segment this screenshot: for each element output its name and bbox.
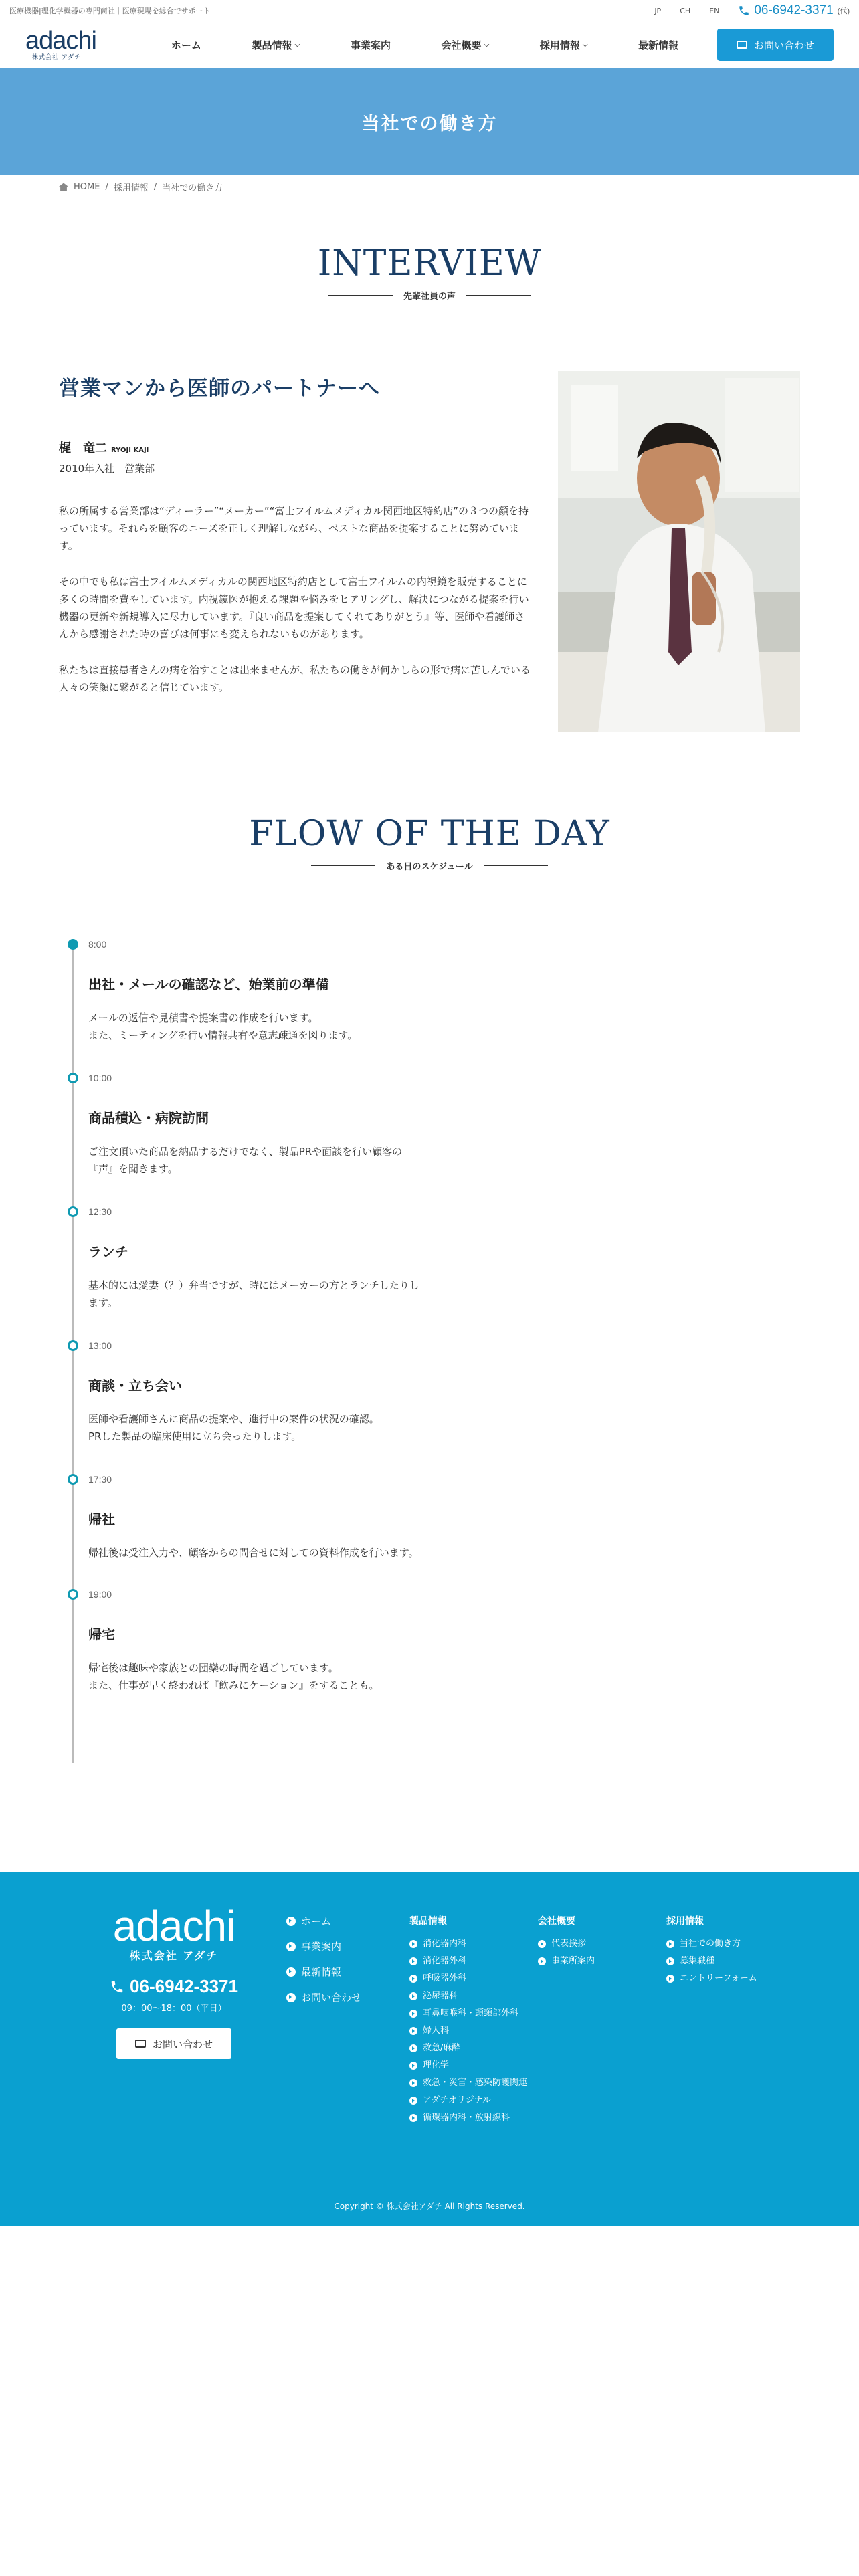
footer-recruit-head: 採用情報 [666,1916,704,1927]
contact-button-label: お問い合わせ [753,39,814,51]
footer-recruit [666,1914,757,1988]
arrow-circle-icon [409,1957,417,1965]
footer-link-label: 泌尿器科 [423,1991,458,2001]
footer-brand [54,1902,294,2059]
footer-link-label: 呼吸器外科 [423,1973,467,1983]
footer-company [538,1914,595,1970]
copyright: Copyright © 株式会社アダチ All Rights Reserved. [334,2202,525,2211]
footer-link-label: 救急/麻酔 [423,2043,461,2053]
tagline: 医療機器|理化学機器の専門商社｜医療現場を総合でサポート [9,7,211,15]
chevron-down-icon: ⌵ [294,41,300,49]
arrow-circle-icon [409,2010,417,2018]
footer-logo-text: adachi [112,1902,235,1950]
interview-section [0,371,859,732]
interview-heading-en: INTERVIEW [317,243,542,284]
footer-link-label: 理化学 [423,2060,450,2070]
phone-icon [110,1979,124,1994]
schedule-desc: メールの返信や見積書や提案書の作成を行います。 また、ミーティングを行い情報共有や意志疎通を図ります。 [88,1012,358,1041]
breadcrumb-separator: / [153,182,157,192]
schedule-desc: 医師や看護師さんに商品の提案や、進行中の案件の状況の確認。 PRした製品の臨床使用に立ち会ったりします。 [88,1413,379,1442]
schedule-item [72,1474,859,1589]
schedule-desc: 帰宅後は趣味や家族との団欒の時間を過ごしています。 また、仕事が早く終われば『飲みにケーション』をすることも。 [88,1662,379,1691]
schedule-title: ランチ [88,1244,128,1260]
footer-link-label: 循環器内科・放射線科 [423,2113,510,2123]
arrow-circle-icon [409,1992,417,2000]
arrow-circle-icon [409,2079,417,2087]
arrow-circle-icon [286,1967,296,1977]
arrow-circle-icon [666,1940,674,1948]
site-header [0,21,859,68]
schedule-item [72,1340,859,1474]
schedule-time: 17:30 [88,1474,112,1485]
footer-logo-subtext: 株式会社 アダチ [129,1949,219,1962]
employee-join-year: 2010年入社 営業部 [59,463,155,475]
divider [484,865,548,866]
timeline-dot [68,1206,78,1217]
arrow-circle-icon [538,1940,546,1948]
arrow-circle-icon [409,2097,417,2105]
employee-photo [558,371,800,732]
phone-icon [738,5,750,17]
divider [466,295,531,296]
footer-products [409,1914,527,2127]
employee-photo-illustration [558,371,800,732]
footer-link-label: お問い合わせ [301,1992,362,2004]
footer-contact-label: お問い合わせ [152,2038,213,2050]
footer-link-label: 事業案内 [301,1941,342,1953]
footer-product-link[interactable] [409,2005,527,2022]
footer-link-label: 事業所案内 [551,1956,595,1966]
nav-home-label: ホーム [171,39,201,51]
chevron-down-icon: ⌵ [484,41,490,49]
logo[interactable] [25,26,126,61]
schedule-item [72,1589,859,1723]
schedule-title: 帰宅 [88,1626,115,1642]
schedule-title: 出社・メールの確認など、始業前の準備 [88,976,329,992]
arrow-circle-icon [409,2114,417,2122]
interview-paragraph: その中でも私は富士フイルムメディカルの関西地区特約店として富士フイルムの内視鏡を販売することに多くの時間を費やしています。内視鏡医が抱える課題や悩みをヒアリングし、解決につながる提案を行い機器の更新や新規導入に尽力しています。『良い商品を提案してくれてありがとう』等、医師や看護師さんから感謝された時の喜びは何事にも変えられないものがあります。 [59,576,529,640]
home-icon [59,183,68,191]
footer-link-label: エントリーフォーム [680,1973,757,1983]
page-hero [0,68,859,175]
footer-product-link[interactable] [409,1970,527,1988]
footer-company-link[interactable] [538,1953,595,1970]
nav-products[interactable] [252,38,300,52]
arrow-circle-icon [409,2062,417,2070]
flow-heading-jp-row [0,859,859,872]
arrow-circle-icon [286,1942,296,1951]
chevron-down-icon: ⌵ [582,41,588,49]
nav-company-label: 会社概要 [441,39,482,51]
site-footer [0,1872,859,2226]
divider [311,865,375,866]
arrow-circle-icon [409,1975,417,1983]
footer-link-label: 募集職種 [680,1956,715,1966]
logo-subtext: 株式会社 アダチ [32,53,82,61]
footer-contact-button[interactable] [116,2028,231,2059]
footer-link-contact[interactable] [286,1985,361,2010]
flow-heading-en: FLOW OF THE DAY [249,814,610,854]
nav-home[interactable] [171,38,201,52]
footer-product-link[interactable] [409,2022,527,2040]
employee-name-en: RYOJI KAJI [111,447,149,454]
footer-products-head: 製品情報 [409,1916,447,1927]
arrow-circle-icon [409,2044,417,2052]
interview-heading [0,243,859,302]
schedule-time: 19:00 [88,1589,112,1600]
schedule-title: 商談・立ち会い [88,1378,182,1394]
footer-product-link[interactable] [409,2109,527,2127]
employee-name-row [59,439,531,456]
footer-hours: 09：00〜18：00（平日） [121,2004,227,2014]
schedule-desc: 基本的には愛妻（？）弁当ですが、時にはメーカーの方とランチしたりし ます。 [88,1279,419,1309]
schedule-time: 10:00 [88,1073,112,1083]
arrow-circle-icon [666,1957,674,1965]
breadcrumb-separator: / [105,182,108,192]
footer-link-label: 消化器内科 [423,1939,467,1949]
interview-heading-jp-row [0,289,859,302]
nav-news-label: 最新情報 [638,39,679,51]
arrow-circle-icon [286,1993,296,2002]
footer-product-link[interactable] [409,2040,527,2057]
contact-button[interactable] [717,29,834,61]
footer-link-label: 婦人科 [423,2026,450,2036]
employee-name: 梶 竜二 [59,441,107,455]
header-phone-note: (代) [837,7,850,15]
footer-link-business[interactable] [286,1934,361,1959]
arrow-circle-icon [409,1940,417,1948]
nav-products-label: 製品情報 [252,39,292,51]
footer-link-label: 最新情報 [301,1966,342,1978]
arrow-circle-icon [666,1975,674,1983]
footer-product-link[interactable] [409,1935,527,1953]
footer-link-label: 救急・災害・感染防護関連 [423,2078,528,2088]
schedule-title: 帰社 [88,1511,115,1527]
schedule-desc: ご注文頂いた商品を納品するだけでなく、製品PRや面談を行い顧客の 『声』を聞きます。 [88,1146,403,1175]
schedule-item [72,939,859,1073]
envelope-icon [135,2040,146,2048]
nav-business[interactable] [351,38,391,52]
lang-en[interactable]: EN [709,6,720,15]
header-phone[interactable] [738,3,850,18]
interview-paragraph: 私の所属する営業部は“ディーラー”“メーカー”“富士フイルムメディカル関西地区特約店”の３つの顔を持っています。それらを顧客のニーズを正しく理解しながら、ベストな商品を提案することに努めています。 [59,505,529,552]
footer-recruit-link[interactable] [666,1953,757,1970]
schedule-title: 商品積込・病院訪問 [88,1110,209,1126]
timeline-dot [68,1340,78,1351]
footer-link-label: 代表挨拶 [551,1939,587,1949]
flow-heading-jp: ある日のスケジュール [386,862,473,872]
breadcrumb-recruit[interactable]: 採用情報 [113,183,149,193]
schedule-time: 8:00 [88,939,107,950]
timeline-dot [68,1589,78,1600]
lang-ch[interactable]: CH [680,6,691,15]
nav-recruit-label: 採用情報 [539,39,580,51]
flow-heading [0,814,859,872]
top-bar [0,0,859,21]
footer-main-links [286,1909,361,2010]
divider [328,295,393,296]
footer-product-link[interactable] [409,2092,527,2109]
footer-phone-number: 06-6942-3371 [130,1976,238,1996]
footer-recruit-link[interactable] [666,1970,757,1988]
footer-link-home[interactable] [286,1909,361,1934]
nav-company[interactable] [442,38,490,52]
schedule-time: 13:00 [88,1340,112,1351]
page-title: 当社での働き方 [361,113,498,134]
footer-link-label: 消化器外科 [423,1956,467,1966]
main-nav [146,38,704,52]
interview-heading-jp: 先輩社員の声 [403,292,456,302]
footer-link-news[interactable] [286,1959,361,1985]
breadcrumb-current: 当社での働き方 [162,183,223,193]
logo-text: adachi [25,26,96,55]
timeline-dot [68,939,78,950]
header-phone-number: 06-6942-3371 [754,3,834,17]
footer-product-link[interactable] [409,1953,527,1970]
footer-company-link[interactable] [538,1935,595,1953]
schedule-desc: 帰社後は受注入力や、顧客からの問合せに対しての資料作成を行います。 [88,1547,419,1559]
footer-recruit-link[interactable] [666,1935,757,1953]
footer-company-head: 会社概要 [538,1916,575,1927]
nav-business-label: 事業案内 [350,39,391,51]
schedule-time: 12:30 [88,1206,112,1217]
lang-jp[interactable]: JP [654,6,662,15]
footer-product-link[interactable] [409,2074,527,2092]
interview-paragraph: 私たちは直接患者さんの病を治すことは出来ませんが、私たちの働きが何かしらの形で病に苦しんでいる人々の笑顔に繋がると信じています。 [59,664,531,693]
schedule-item [72,1206,859,1340]
footer-link-label: 当社での働き方 [680,1939,741,1949]
footer-link-label: ホーム [301,1915,332,1927]
footer-link-label: 耳鼻咽喉科・頭頸部外科 [423,2008,519,2018]
arrow-circle-icon [538,1957,546,1965]
arrow-circle-icon [409,2027,417,2035]
interview-title: 営業マンから医師のパートナーへ [59,377,380,401]
timeline-dot [68,1073,78,1083]
nav-recruit[interactable] [540,38,588,52]
footer-product-link[interactable] [409,2057,527,2074]
envelope-icon [737,41,747,49]
breadcrumb [0,175,859,199]
breadcrumb-home[interactable]: HOME [74,182,100,192]
footer-link-label: アダチオリジナル [423,2095,492,2105]
nav-news[interactable] [638,38,678,52]
footer-phone[interactable] [54,1976,294,1997]
timeline-dot [68,1474,78,1485]
interview-text [59,371,531,732]
schedule-item [72,1073,859,1206]
footer-product-link[interactable] [409,1988,527,2005]
schedule-timeline [72,939,859,1723]
arrow-circle-icon [286,1917,296,1926]
